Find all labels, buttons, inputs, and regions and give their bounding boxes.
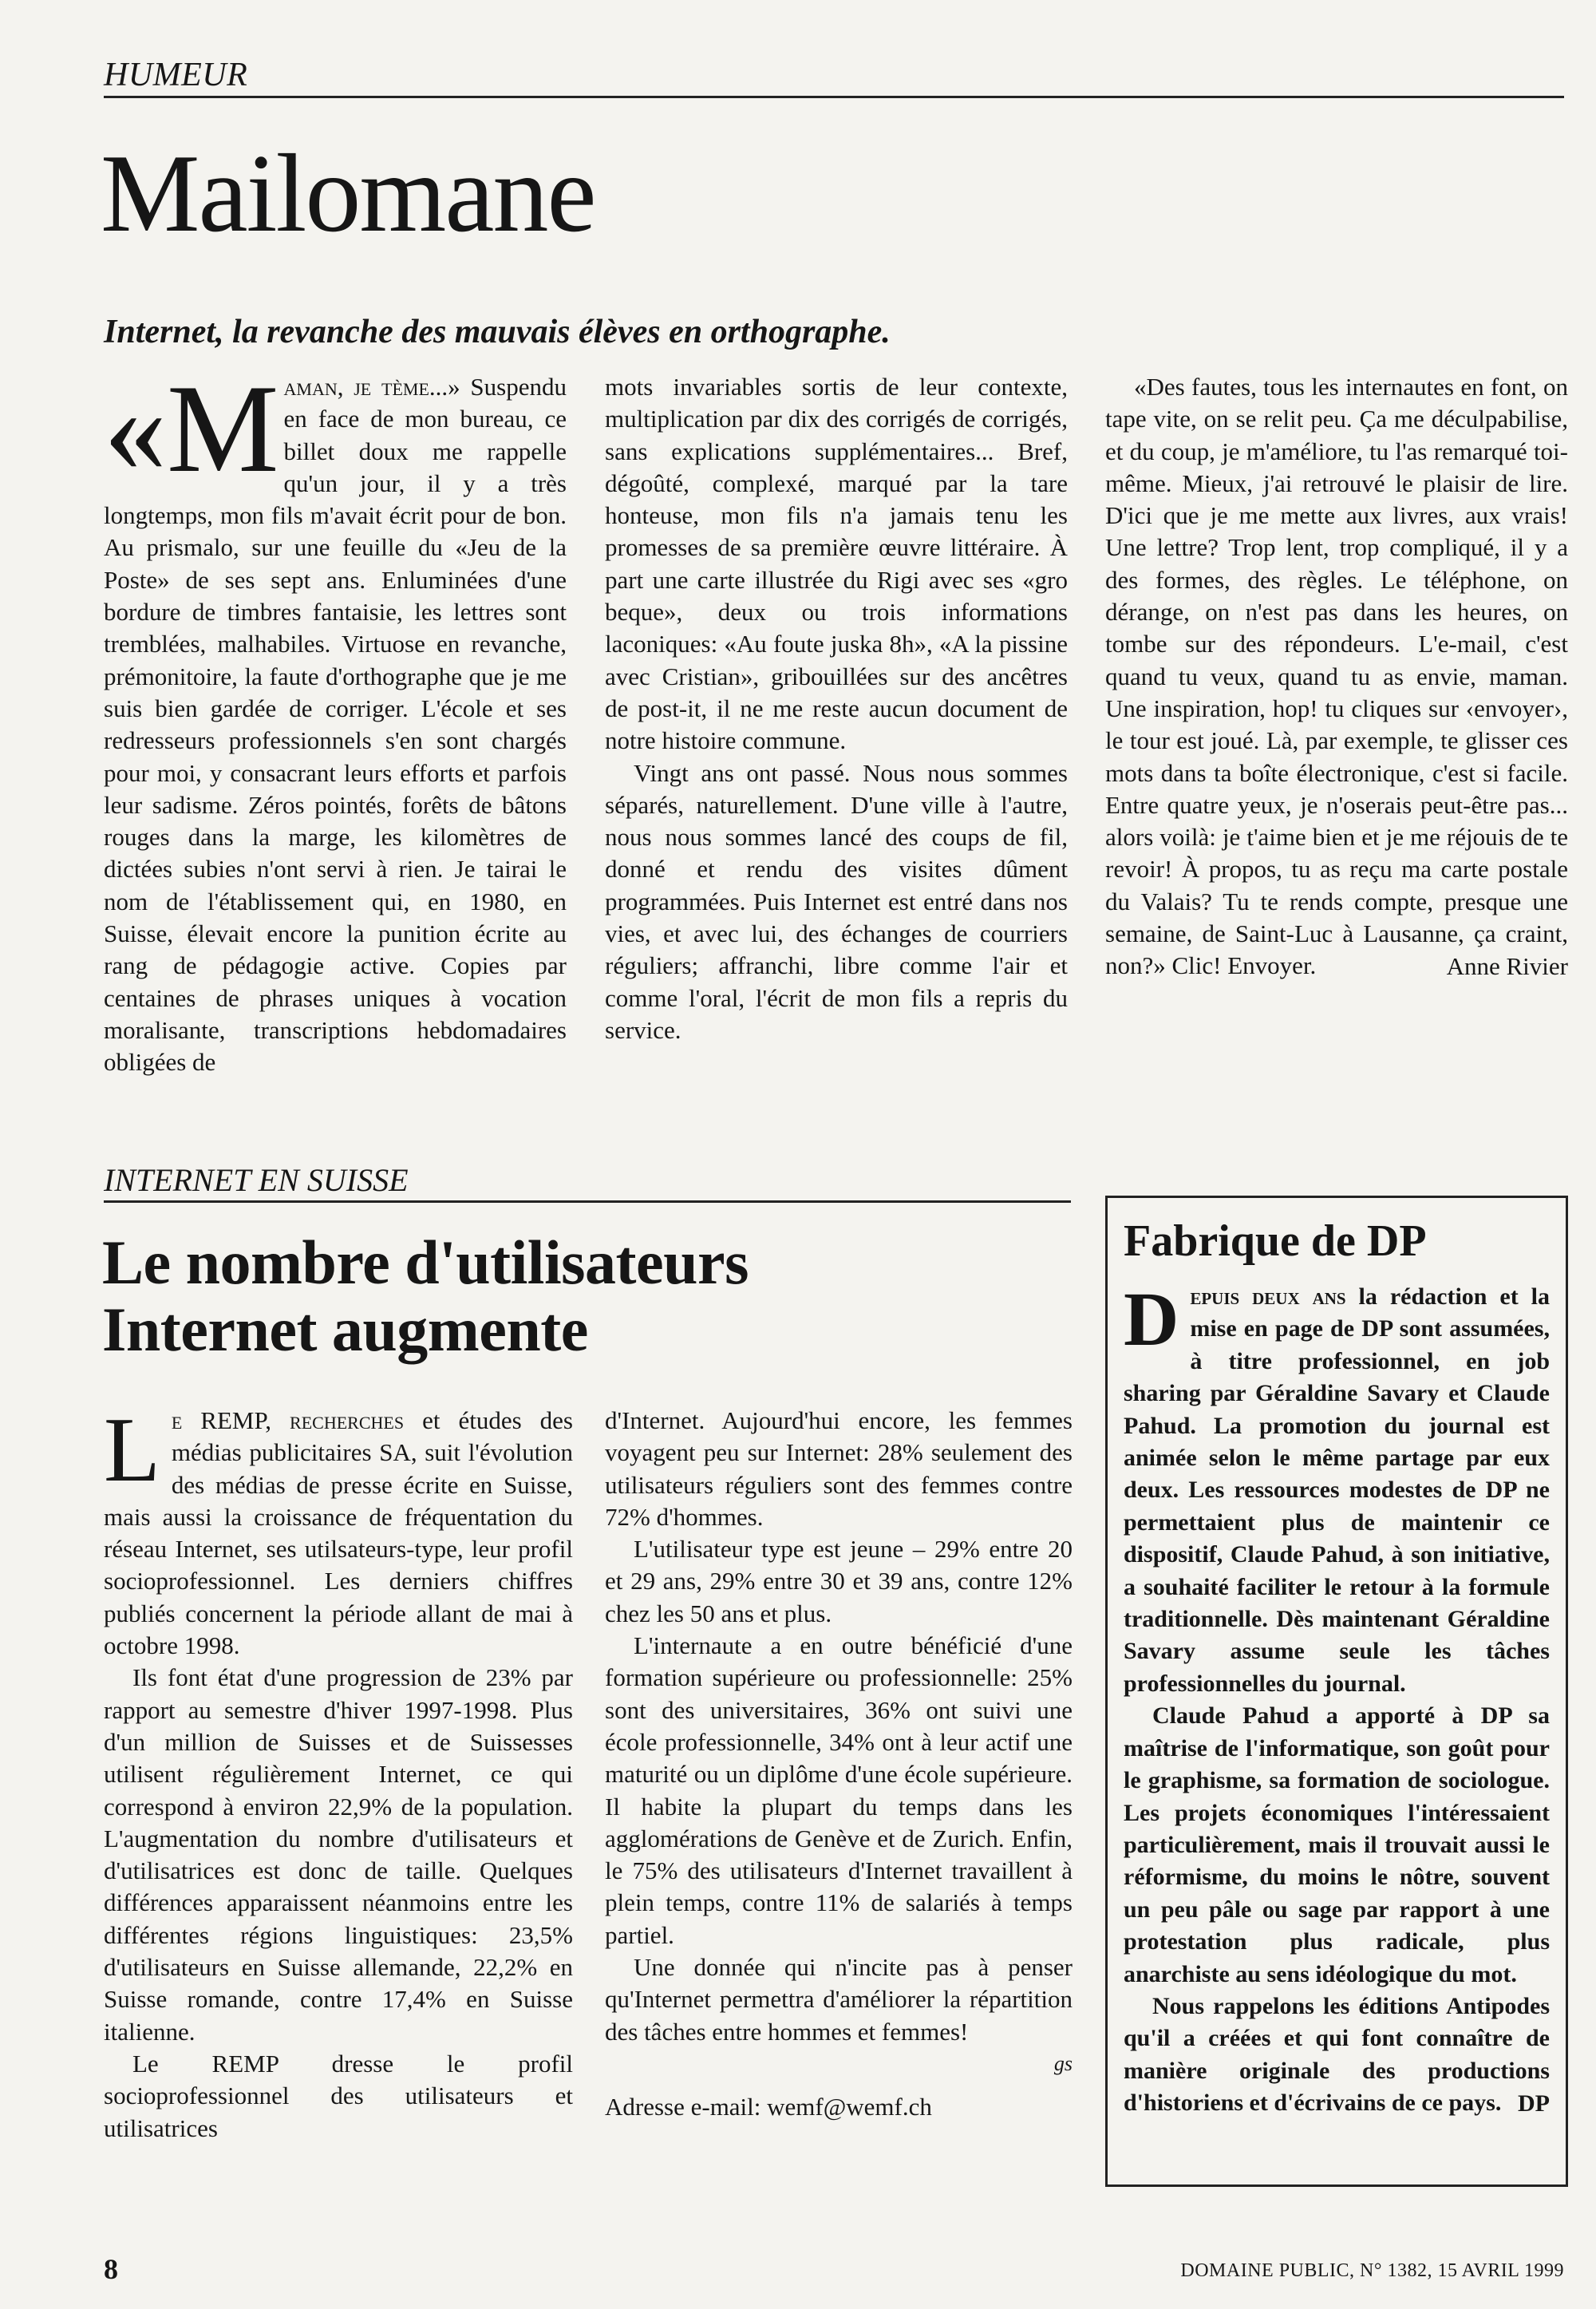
box-paragraph: Depuis deux ans la rédaction et la mise en page de DP sont assumées, à titre professionnel, en job sharing par Géraldine Savary et Claude Pahud. La promotion du journal est animée selon le même partage par eux deux. Les ressources modestes de DP ne permettaient plus de maintenir ce dispositif, Claude Pahud, à son initiative, a souhaité faciliter le retour à la formule traditionnelle. Dès maintenant Géraldine Savary assume seule les tâches professionnelles du journal.: [1124, 1276, 1550, 1697]
dropcap: L: [104, 1399, 160, 1501]
article2-paragraph: L'internaute a en outre bénéficié d'une formation supérieure ou professionnelle: 25% sont des universitaires, 36% ont suivi une école professionnelle, 34% ont à leur actif une maturité ou un diplôme d'une école supérieure. Il habite la plupart du temps dans les agglomérations de Genève et de Zurich. Enfin, le 75% des utilisateurs d'Internet travaillent à plein temps, contre 11% de salariés à temps partiel.: [605, 1631, 1073, 1949]
box-paragraph: Nous rappelons les éditions Antipodes qu'il a créées et qui font connaître de manière originale des productions d'historiens et d'écrivains de ce pays.: [1124, 1992, 1550, 2117]
title-line: Internet augmente: [102, 1295, 588, 1364]
dropcap: «M: [104, 359, 279, 499]
article1-column-1: [104, 359, 567, 1079]
email-line: Adresse e-mail: wemf@wemf.ch: [605, 2093, 932, 2121]
sidebar-box-fabrique: [1105, 1196, 1568, 2187]
article1-paragraph: Vingt ans ont passé. Nous nous sommes séparés, naturellement. D'une ville à l'autre, nous nous sommes lancé des coups de fil, donné et rendu des visites dûment programmées. Puis Internet est entré dans nos vies, et avec lui, des échanges de courriers réguliers; affranchi, libre comme l'air et comme l'oral, l'écrit de mon fils a repris du service.: [605, 758, 1068, 1044]
lead-small-caps: epuis deux ans: [1190, 1283, 1346, 1310]
title-line: Le nombre d'utilisateurs: [102, 1228, 749, 1297]
article2-paragraph: L'utilisateur type est jeune – 29% entre 20 et 29 ans, 29% entre 30 et 39 ans, contre 12% chez les 50 ans et plus.: [605, 1535, 1073, 1627]
box-paragraph: Claude Pahud a apporté à DP sa maîtrise de l'informatique, son goût pour le graphisme, sa formation de sociologue. Les projets économiques l'intéressaient particulièrement, mais il trouvait aussi le réformisme, du moins le nôtre, souvent un peu pâle ou sage par rapport à une protestation plus radicale, plus anarchiste au sens idéologique du mot.: [1124, 1702, 1550, 1987]
section-rubric-internet: INTERNET EN SUISSE: [104, 1161, 1071, 1203]
article2-paragraph: d'Internet. Aujourd'hui encore, les femmes voyagent peu sur Internet: 28% seulement des utilisateurs réguliers sont des femmes contre 72% d'hommes.: [605, 1406, 1073, 1531]
article-title-mailomane: Mailomane: [101, 132, 595, 255]
box-title: Fabrique de DP: [1124, 1216, 1427, 1266]
article2-column-1: [104, 1399, 573, 2145]
article1-paragraph: mots invariables sortis de leur contexte, multiplication par dix des corrigés de corrigés, sans explications supplémentaires... Bref, dégoûté, complexé, marqué par la tare honteuse, mon fils n'a jamais tenu les promesses de sa première œuvre littéraire. À part une carte illustrée du Rigi avec ses «gro beque», deux ou trois informations laconiques: «Au foute juska 8h», «A la pissine avec Cristian», gribouillées sur des ancêtres de post-it, il ne me reste aucun document de notre histoire commune.: [605, 373, 1068, 755]
article-title-internet: [102, 1229, 749, 1363]
author-signature: Anne Rivier: [1446, 951, 1568, 980]
page-number: 8: [104, 2253, 118, 2285]
article1-column-2: [605, 371, 1068, 1046]
article2-paragraph: Le REMP, recherches et études des médias publicitaires SA, suit l'évolution des médias de presse écrite en Suisse, mais aussi la croissance de fréquentation du réseau Internet, ses utilsateurs-type, leur profil socioprofessionnel. Les derniers chiffres publiés concernent la période allant de mai à octobre 1998.: [104, 1399, 573, 1660]
article2-paragraph: Une donnée qui n'incite pas à penser qu'Internet permettra d'améliorer la répartition des tâches entre hommes et femmes!: [605, 1953, 1073, 2046]
article1-column-3: [1105, 371, 1568, 983]
article1-paragraph: «Maman, je tème...» Suspendu en face de mon bureau, ce billet doux me rappelle qu'un jour, il y a très longtemps, mon fils m'avait écrit pour de bon. Au prismalo, sur une feuille du «Jeu de la Poste» de ses sept ans. Enluminées d'une bordure de timbres fantaisie, les lettres sont tremblées, malhabiles. Virtuose en revanche, prémonitoire, la faute d'orthographe que je me suis bien gardée de corriger. L'école et ses redresseurs professionnels s'en sont chargés pour moi, y consacrant leurs efforts et parfois leur sadisme. Zéros pointés, forêts de bâtons rouges dans la marge, les kilomètres de dictées subies n'ont servi à rien. Je tairai le nom de l'établissement qui, en 1980, en Suisse, élevait encore la punition écrite au rang de pédagogie active. Copies par centaines de phrases uniques à vocation moralisante, transcriptions hebdomadaires obligées de: [104, 359, 567, 1077]
lead-small-caps: aman, je tème...»: [283, 373, 460, 401]
article2-column-2: [605, 1405, 1073, 2124]
article2-paragraph: Le REMP dresse le profil socioprofessionnel des utilisateurs et utilisatrices: [104, 2049, 573, 2142]
box-body: [1124, 1276, 1550, 2120]
lead-small-caps: e REMP, recherches: [171, 1406, 405, 1434]
section-rubric-humeur: HUMEUR: [104, 56, 1564, 98]
author-signature: gs: [1053, 2051, 1073, 2075]
article-subtitle: Internet, la revanche des mauvais élèves en orthographe.: [104, 314, 891, 350]
publication-info: DOMAINE PUBLIC, N° 1382, 15 AVRIL 1999: [1180, 2260, 1564, 2281]
box-signature: DP: [1518, 2090, 1550, 2117]
article2-paragraph: Ils font état d'une progression de 23% par rapport au semestre d'hiver 1997-1998. Plus d'un million de Suisses et de Suissesses utilisent régulièrement Internet, ce qui correspond à environ 22,9% de la population. L'augmentation du nombre d'utilisateurs et d'utilisatrices est donc de taille. Quelques différences apparaissent néanmoins entre les différentes régions linguistiques: 23,5% d'utilisateurs en Suisse allemande, 22,2% en Suisse romande, contre 17,4% en Suisse italienne.: [104, 1663, 573, 2046]
dropcap: D: [1124, 1276, 1179, 1362]
article1-paragraph: «Des fautes, tous les internautes en font, on tape vite, on se relit peu. Ça me déculpabilise, et du coup, je m'améliore, tu l'as remarqué toi-même. Mieux, j'ai retrouvé le plaisir de lire. D'ici que je me mette aux livres, aux vrais! Une lettre? Trop lent, trop compliqué, il y a des formes, des règles. Le téléphone, on dérange, on n'est pas dans les heures, on tombe sur des répondeurs. L'e-mail, c'est quand tu veux, quand tu as envie, maman. Une inspiration, hop! tu cliques sur ‹envoyer›, le tour est joué. Là, par exemple, te glisser ces mots dans ta boîte électronique, c'est si facile. Entre quatre yeux, je n'oserais peut-être pas... alors voilà: je t'aime bien et je me réjouis de te revoir! À propos, tu as reçu ma carte postale du Valais? Tu te rends compte, presque une semaine, de Saint-Luc à Lausanne, ça craint, non?» Clic! Envoyer.: [1105, 373, 1568, 980]
